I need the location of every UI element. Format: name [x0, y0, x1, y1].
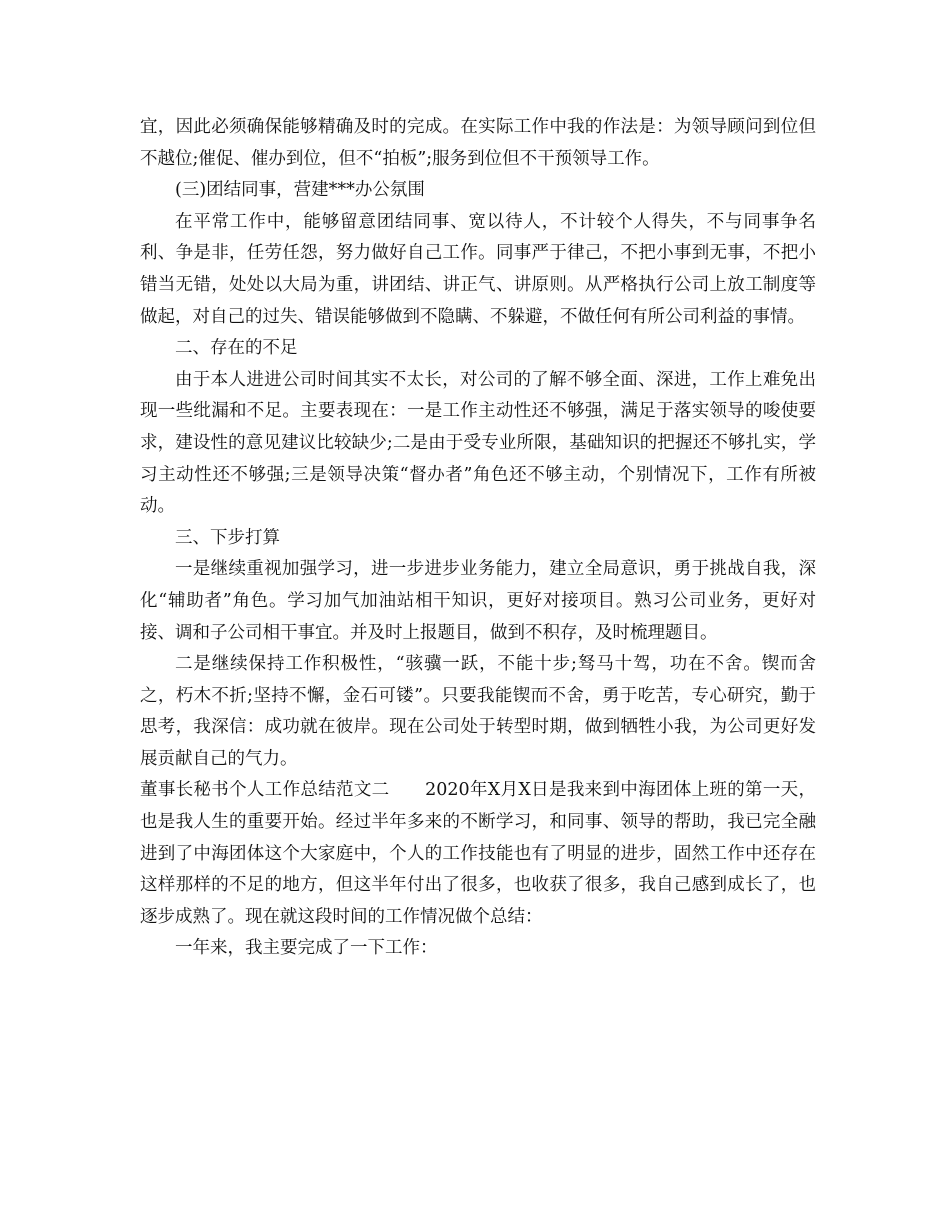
paragraph-continuation: 宜，因此必须确保能够精确及时的完成。在实际工作中我的作法是：为领导顾问到位但不越位;催促、催办到位，但不“拍板”;服务到位但不干预领导工作。	[140, 117, 816, 169]
section-heading-unity: (三)团结同事，营建***办公氛围	[175, 180, 425, 201]
paragraph-sample-two-intro: 董事长秘书个人工作总结范文二 2020年X月X日是我来到中海团体上班的第一天，也是我人生的重要开始。经过半年多来的不断学习，和同事、领导的帮助，我已完全融进到了中海团体这个大家庭中，个人的工作技能也有了明显的进步，固然工作中还存在这样那样的不足的地方，但这半年付出了很多，也收获了很多，我自己感到成长了，也逐步成熟了。现在就这段时间的工作情况做个总结：	[140, 780, 816, 927]
paragraph-shortcomings: 由于本人进进公司时间其实不太长，对公司的了解不够全面、深进，工作上难免出现一些纰漏和不足。主要表现在：一是工作主动性还不够强，满足于落实领导的唆使要求，建设性的意见建议比较缺少;二是由于受专业所限，基础知识的把握还不够扎实，学习主动性还不够强;三是领导决策“督办者”角色还不够主动，个别情况下，工作有所被动。	[140, 369, 816, 517]
section-heading-shortcomings: 二、存在的不足	[175, 338, 298, 359]
document-body	[140, 112, 816, 965]
paragraph-work-completed: 一年来，我主要完成了一下工作：	[175, 938, 438, 959]
paragraph-unity: 在平常工作中，能够留意团结同事、宽以待人，不计较个人得失，不与同事争名利、争是非，任劳任怨，努力做好自己工作。同事严于律己，不把小事到无事，不把小错当无错，处处以大局为重，讲团结、讲正气、讲原则。从严格执行公司上放工制度等做起，对自己的过失、错误能够做到不隐瞒、不躲避，不做任何有所公司利益的事情。	[140, 211, 816, 327]
paragraph-plan-two: 二是继续保持工作积极性，“骇骥一跃，不能十步;驽马十驾，功在不舍。锲而舍之，朽木不折;坚持不懈，金石可镂”。只要我能锲而不舍，勇于吃苦，专心研究，勤于思考，我深信：成功就在彼岸。现在公司处于转型时期，做到牺牲小我，为公司更好发展贡献自己的气力。	[140, 654, 816, 769]
section-heading-plans: 三、下步打算	[175, 527, 280, 548]
paragraph-plan-one: 一是继续重视加强学习，进一步进步业务能力，建立全局意识，勇于挑战自我，深化“辅助者”角色。学习加气加油站相干知识，更好对接项目。熟习公司业务，更好对接、调和子公司相干事宜。并及时上报题目，做到不积存，及时梳理题目。	[140, 559, 816, 643]
